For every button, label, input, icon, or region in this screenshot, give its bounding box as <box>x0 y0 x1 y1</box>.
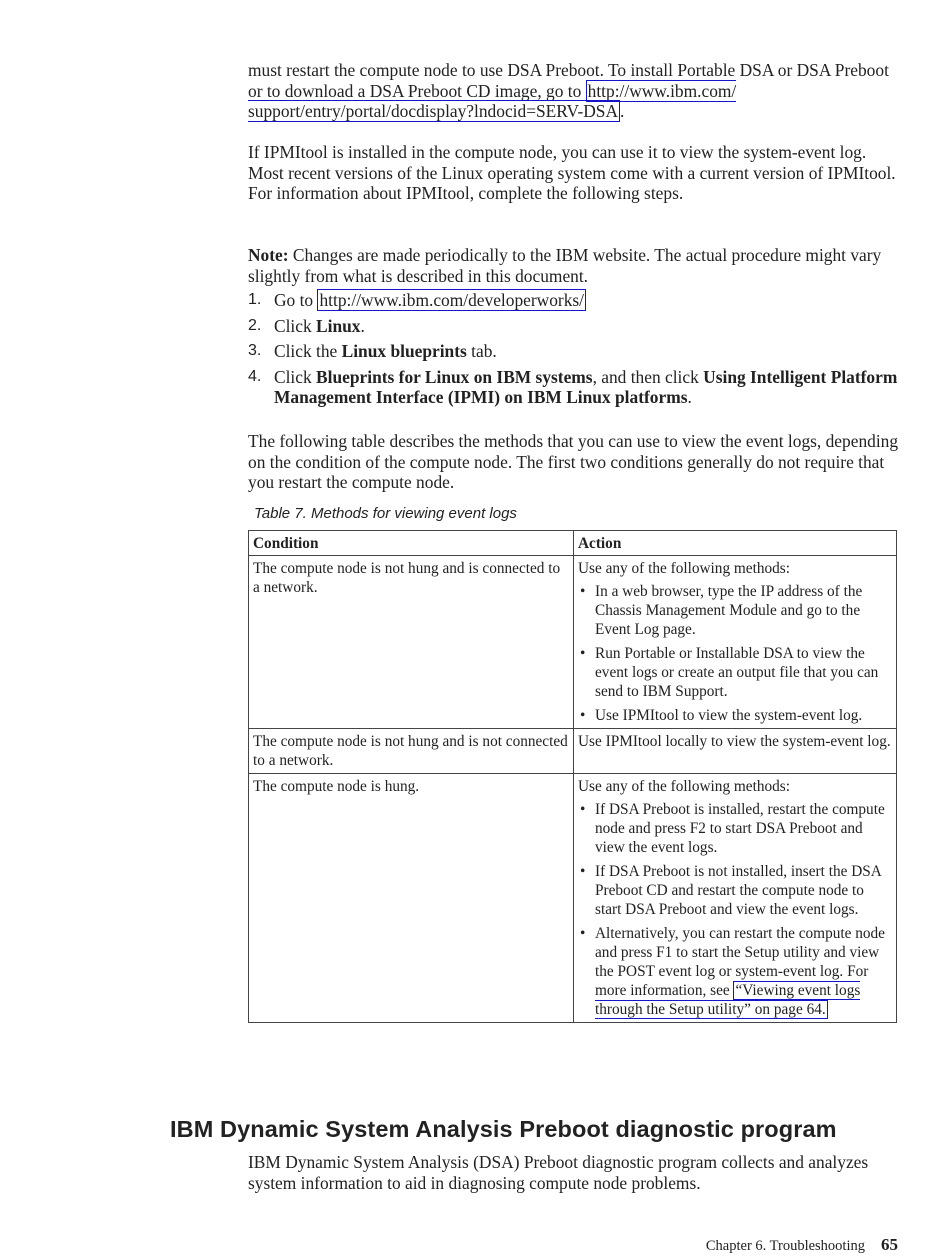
action-intro: Use any of the following methods: <box>578 560 790 577</box>
page-number: 65 <box>881 1235 898 1254</box>
step-number: 3. <box>248 342 262 360</box>
note-label: Note: <box>248 245 289 265</box>
paragraph-table-intro: The following table describes the methods that you can use to view the event logs, depending on the condition of the compute node. The first two conditions generally do not require that you restart the compute node. <box>248 431 899 493</box>
paragraph-dsa-preboot: IBM Dynamic System Analysis (DSA) Preboot diagnostic program collects and analyzes system information to aid in diagnosing compute node problems. <box>248 1152 869 1193</box>
step-text: . <box>360 315 365 336</box>
action-cell <box>574 774 897 1023</box>
viewing-event-logs-link[interactable]: “Viewing event logs through the Setup utility” on page 64. <box>595 982 861 1018</box>
bullet-item: • If DSA Preboot is not installed, insert the DSA Preboot CD and restart the compute node to start DSA Preboot and view the event logs. <box>578 862 892 919</box>
note-text: Changes are made periodically to the IBM website. The actual procedure might vary slightly from what is described in this document. <box>248 245 882 286</box>
steps-list <box>248 290 908 413</box>
action-bullets <box>578 800 892 1019</box>
step-bold: Blueprints for Linux on IBM systems <box>316 366 593 387</box>
step-bold: Linux <box>316 315 361 336</box>
table-row <box>249 729 897 774</box>
step-item <box>248 341 908 362</box>
step-number: 2. <box>248 316 262 334</box>
bullet-item: • If DSA Preboot is installed, restart the compute node and press F2 to start DSA Preboot and view the event logs. <box>578 800 892 857</box>
step-number: 4. <box>248 367 262 385</box>
step-text: tab. <box>466 341 497 362</box>
paragraph-end: . <box>620 101 625 122</box>
condition-cell: The compute node is not hung and is not connected to a network. <box>249 729 574 774</box>
bullet-text: Alternatively, you can restart the compute node and press F1 to start the Setup utility and view the POST event log or system-event log. For more information, see <box>595 925 885 999</box>
bullet-item: • Use IPMItool to view the system-event log. <box>578 706 892 725</box>
table-caption: Table 7. Methods for viewing event logs <box>254 505 517 522</box>
table-header-row <box>249 531 897 556</box>
step-bold: Linux blueprints <box>341 341 467 362</box>
condition-cell: The compute node is not hung and is connected to a network. <box>249 556 574 729</box>
step-text: Click the <box>274 341 342 362</box>
developerworks-link[interactable]: http://www.ibm.com/developerworks/ <box>319 290 585 310</box>
action-intro: Use any of the following methods: <box>578 778 790 795</box>
section-heading: IBM Dynamic System Analysis Preboot diagnostic program <box>170 1116 837 1142</box>
condition-cell: The compute node is hung. <box>249 774 574 1023</box>
page-footer <box>706 1234 898 1257</box>
step-text: Go to <box>274 290 318 310</box>
action-cell <box>574 729 897 774</box>
paragraph-ipmitool: If IPMItool is installed in the compute node, you can use it to view the system-event log. Most recent versions of the Linux operating system come with a current version of IPMItool. For information about IPMItool, complete the following steps. <box>248 142 896 204</box>
ibm-dsa-link[interactable]: http://www.ibm.com/ support/entry/portal/docdisplay?lndocid=SERV-DSA <box>248 80 737 122</box>
table-row <box>249 556 897 729</box>
step-text: , and then click <box>592 366 704 387</box>
header-action: Action <box>574 531 897 556</box>
action-bullets <box>578 582 892 725</box>
event-log-methods-table <box>248 530 897 1023</box>
step-text: Click <box>274 315 317 336</box>
bullet-item: • In a web browser, type the IP address of the Chassis Management Module and go to the Event Log page. <box>578 582 892 639</box>
paragraph-text: must restart the compute node to use DSA Preboot. To install Portable DSA or DSA Preboot or to download a DSA Preboot CD image, go to <box>248 60 889 101</box>
footer-chapter: Chapter 6. Troubleshooting <box>705 1238 865 1254</box>
header-condition: Condition <box>249 531 574 556</box>
step-number: 1. <box>248 291 262 308</box>
bullet-item: • Run Portable or Installable DSA to view the event logs or create an output file that you can send to IBM Support. <box>578 644 892 701</box>
step-item <box>248 290 908 311</box>
paragraph-dsa-install <box>248 60 903 122</box>
step-text: . <box>687 387 692 408</box>
step-bold: Using Intelligent Platform Management Interface (IPMI) on IBM Linux platforms <box>274 366 898 408</box>
step-item <box>248 316 908 337</box>
note-paragraph <box>248 245 903 286</box>
action-intro: Use IPMItool locally to view the system-event log. <box>578 733 891 750</box>
step-item <box>248 367 908 408</box>
step-text: Click <box>274 366 317 387</box>
table-row <box>249 774 897 1023</box>
bullet-item <box>578 924 892 1019</box>
action-cell <box>574 556 897 729</box>
